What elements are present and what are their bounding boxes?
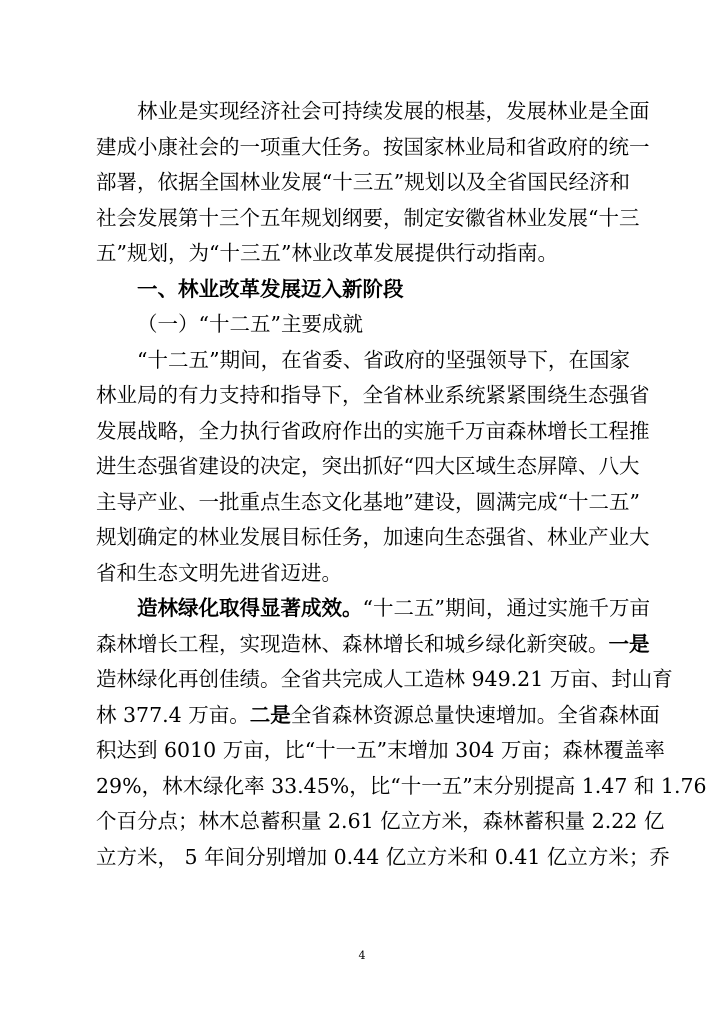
text-line: 规划确定的林业发展目标任务，加速向生态强省、林业产业大 — [96, 525, 650, 549]
text-line: 建成小康社会的一项重大任务。按国家林业局和省政府的统一 — [96, 134, 650, 159]
text-line: 进生态强省建设的决定，突出抓好“四大区域生态屏障、八大 — [96, 454, 640, 478]
summary-paragraph — [96, 343, 650, 592]
text-line: 林业是实现经济社会可持续发展的根基，发展林业是全面 — [137, 99, 650, 123]
text-line — [96, 591, 650, 627]
text-line: 积达到 6010 万亩，比“十一五”末增加 304 万亩；森林覆盖率 — [96, 738, 665, 762]
bold-marker-text: 一是 — [608, 631, 650, 656]
inline-text: 森林增长工程，实现造林、森林增长和城乡绿化新突破。 — [96, 631, 609, 656]
text-line: 省和生态文明先进省迈进。 — [96, 560, 342, 585]
text-line: 社会发展第十三个五年规划纲要，制定安徽省林业发展“十三 — [96, 205, 640, 230]
text-line: 林业局的有力支持和指导下，全省林业系统紧紧围绕生态强省 — [96, 383, 650, 407]
inline-text: “十二五”期间，通过实施千万亩 — [362, 596, 650, 620]
text-line: 部署，依据全国林业发展“十三五”规划以及全省国民经济和 — [96, 170, 630, 194]
text-line: 29%，林木绿化率 33.45%，比“十一五”末分别提高 1.47 和 1.76 — [96, 773, 707, 798]
page-number: 4 — [358, 949, 366, 962]
text-line: 立方米， 5 年间分别增加 0.44 亿立方米和 0.41 亿立方米；乔 — [96, 844, 670, 869]
text-line: 造林绿化再创佳绩。全省共完成人工造林 949.21 万亩、封山育 — [96, 667, 673, 691]
text-line — [96, 627, 650, 663]
text-line — [96, 698, 660, 734]
subsection-heading: （一）“十二五”主要成就 — [137, 312, 363, 336]
document-page — [96, 94, 707, 875]
inline-text: 全省森林资源总量快速增加。全省森林面 — [290, 702, 660, 727]
text-line: 个百分点；林木总蓄积量 2.61 亿立方米，森林蓄积量 2.22 亿 — [96, 809, 665, 833]
text-line: 发展战略，全力执行省政府作出的实施千万亩森林增长工程推 — [96, 418, 650, 443]
text-line: “十二五”期间，在省委、省政府的坚强领导下，在国家 — [137, 347, 630, 372]
achievement-paragraph — [96, 591, 707, 875]
intro-paragraph — [96, 94, 650, 272]
section-heading: 一、林业改革发展迈入新阶段 — [137, 276, 404, 301]
bold-marker-text: 二是 — [249, 702, 291, 727]
bold-lead-text: 造林绿化取得显著成效。 — [137, 596, 363, 620]
inline-text: 林 377.4 万亩。 — [96, 702, 250, 727]
text-line: 五”规划，为“十三五”林业改革发展提供行动指南。 — [96, 241, 558, 265]
text-line: 主导产业、一批重点生态文化基地”建设，圆满完成“十二五” — [96, 489, 640, 514]
